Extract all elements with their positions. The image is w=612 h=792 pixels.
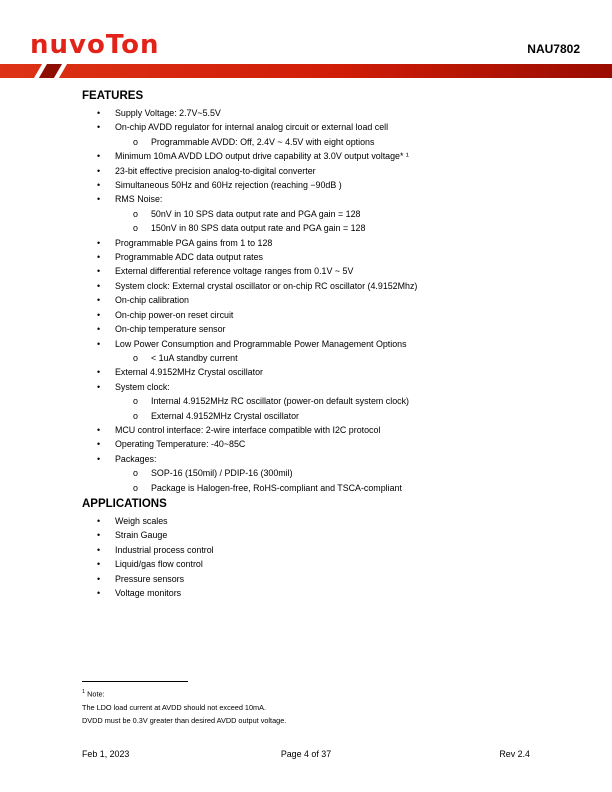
features-list [82, 106, 530, 495]
list-item-text: Voltage monitors [115, 588, 182, 598]
list-item-text: 50nV in 10 SPS data output rate and PGA gain = 128 [151, 208, 361, 219]
list-item-text: Operating Temperature: -40~85C [115, 439, 246, 450]
list-item-text: Simultaneous 50Hz and 60Hz rejection (reaching −90dB ) [115, 180, 342, 191]
footnote-note-heading [82, 686, 286, 701]
bullet-icon: • [97, 544, 101, 555]
bullet-icon: • [97, 381, 101, 392]
list-item-text: Package is Halogen-free, RoHS-compliant and TSCA-compliant [151, 482, 402, 493]
list-item [82, 164, 530, 178]
list-item [82, 221, 530, 235]
bullet-icon: • [97, 453, 101, 464]
list-item [82, 380, 530, 394]
list-item [82, 409, 530, 423]
list-item [82, 437, 530, 451]
bullet-icon: • [97, 367, 101, 378]
list-item-text: < 1uA standby current [151, 352, 238, 363]
list-item-text: On-chip power-on reset circuit [115, 309, 234, 320]
bullet-icon: • [97, 515, 101, 526]
footnote-line: DVDD must be 0.3V greater than desired AVDD output voltage. [82, 716, 287, 726]
sub-bullet-icon: o [133, 223, 138, 234]
list-item-text: Strain Gauge [115, 530, 168, 541]
list-item-text: MCU control interface: 2-wire interface compatible with I2C protocol [115, 424, 381, 435]
footnote-label-text: Note: [87, 689, 105, 699]
list-item [82, 192, 530, 206]
sub-bullet-icon: o [133, 352, 138, 363]
list-item-text: Supply Voltage: 2.7V~5.5V [115, 108, 221, 118]
list-item-text: Packages: [115, 453, 157, 464]
bullet-icon: • [97, 338, 101, 349]
bullet-icon: • [97, 266, 101, 277]
footnote [82, 681, 286, 728]
bullet-icon: • [97, 559, 101, 570]
list-item [82, 365, 530, 379]
list-item-text: SOP-16 (150mil) / PDIP-16 (300mil) [151, 468, 293, 479]
brand-banner [0, 64, 612, 78]
bullet-icon: • [97, 237, 101, 248]
list-item-text: External differential reference voltage ranges from 0.1V ~ 5V [115, 266, 354, 277]
sub-bullet-icon: o [133, 396, 138, 407]
footer-page-number: Page 4 of 37 [280, 749, 332, 759]
list-item [82, 481, 530, 495]
list-item [82, 207, 530, 221]
list-item [82, 557, 530, 571]
list-item [82, 236, 530, 250]
bullet-icon: • [97, 424, 101, 435]
list-item [82, 351, 530, 365]
list-item-text: Pressure sensors [115, 573, 185, 584]
list-item [82, 572, 530, 586]
nuvoton-logo: nuvoTon [30, 30, 160, 60]
bullet-icon: • [97, 122, 101, 133]
bullet-icon: • [97, 252, 101, 263]
footer-revision: Rev 2.4 [499, 749, 530, 759]
list-item-text: On-chip calibration [115, 295, 189, 306]
list-item [82, 466, 530, 480]
list-item-text: On-chip temperature sensor [115, 324, 226, 335]
list-item [82, 149, 530, 163]
bullet-icon: • [97, 439, 101, 450]
list-item-text: External 4.9152MHz Crystal oscillator [115, 367, 263, 378]
list-item-text: System clock: External crystal oscillator or on-chip RC oscillator (4.9152Mhz) [115, 280, 418, 291]
list-item-text: On-chip AVDD regulator for internal analog circuit or external load cell [115, 122, 389, 133]
bullet-icon: • [97, 295, 101, 306]
sub-bullet-icon: o [133, 468, 138, 479]
list-item-text: Industrial process control [115, 544, 214, 555]
page-header [30, 32, 580, 58]
list-item [82, 452, 530, 466]
list-item [82, 337, 530, 351]
sub-bullet-icon: o [133, 208, 138, 219]
list-item-text: Programmable AVDD: Off, 2.4V ~ 4.5V with eight options [151, 136, 375, 147]
list-item [82, 135, 530, 149]
footnote-line: The LDO load current at AVDD should not exceed 10mA. [82, 702, 267, 712]
list-item-text: Weigh scales [115, 515, 168, 526]
bullet-icon: • [97, 280, 101, 291]
list-item-text: Liquid/gas flow control [115, 559, 203, 570]
list-item [82, 279, 530, 293]
bullet-icon: • [97, 530, 101, 541]
features-heading: FEATURES [82, 90, 144, 102]
bullet-icon: • [97, 180, 101, 191]
applications-heading: APPLICATIONS [82, 497, 167, 510]
list-item [82, 264, 530, 278]
sub-bullet-icon: o [133, 136, 138, 147]
list-item-text: Programmable ADC data output rates [115, 252, 263, 263]
list-item-text: 23-bit effective precision analog-to-digital converter [115, 165, 316, 176]
list-item-text: 150nV in 80 SPS data output rate and PGA gain = 128 [151, 223, 366, 234]
bullet-icon: • [97, 151, 101, 162]
list-item [82, 106, 530, 120]
bullet-icon: • [97, 108, 101, 118]
list-item [82, 586, 530, 600]
footnote-marker: 1 [82, 689, 86, 695]
page-footer [82, 749, 530, 759]
list-item [82, 120, 530, 134]
list-item-text: System clock: [115, 381, 170, 392]
bullet-icon: • [97, 588, 101, 598]
list-item [82, 394, 530, 408]
list-item [82, 514, 530, 528]
footer-date: Feb 1, 2023 [82, 749, 130, 759]
applications-list [82, 514, 530, 600]
list-item [82, 293, 530, 307]
list-item-text: External 4.9152MHz Crystal oscillator [151, 410, 299, 421]
bullet-icon: • [97, 309, 101, 320]
sub-bullet-icon: o [133, 410, 138, 421]
bullet-icon: • [97, 165, 101, 176]
list-item-text: Internal 4.9152MHz RC oscillator (power-on default system clock) [151, 396, 409, 407]
page-content [82, 90, 530, 602]
bullet-icon: • [97, 194, 101, 205]
list-item-text: Minimum 10mA AVDD LDO output drive capability at 3.0V output voltage* ¹ [115, 151, 409, 162]
bullet-icon: • [97, 573, 101, 584]
list-item-text: Programmable PGA gains from 1 to 128 [115, 237, 273, 248]
list-item [82, 528, 530, 542]
footnote-rule [82, 681, 188, 682]
list-item [82, 178, 530, 192]
list-item [82, 543, 530, 557]
bullet-icon: • [97, 324, 101, 335]
list-item [82, 250, 530, 264]
list-item-text: Low Power Consumption and Programmable Power Management Options [115, 338, 407, 349]
list-item-text: RMS Noise: [115, 194, 163, 205]
list-item [82, 423, 530, 437]
part-number: NAU7802 [527, 42, 580, 56]
list-item [82, 308, 530, 322]
list-item [82, 322, 530, 336]
sub-bullet-icon: o [133, 482, 138, 493]
